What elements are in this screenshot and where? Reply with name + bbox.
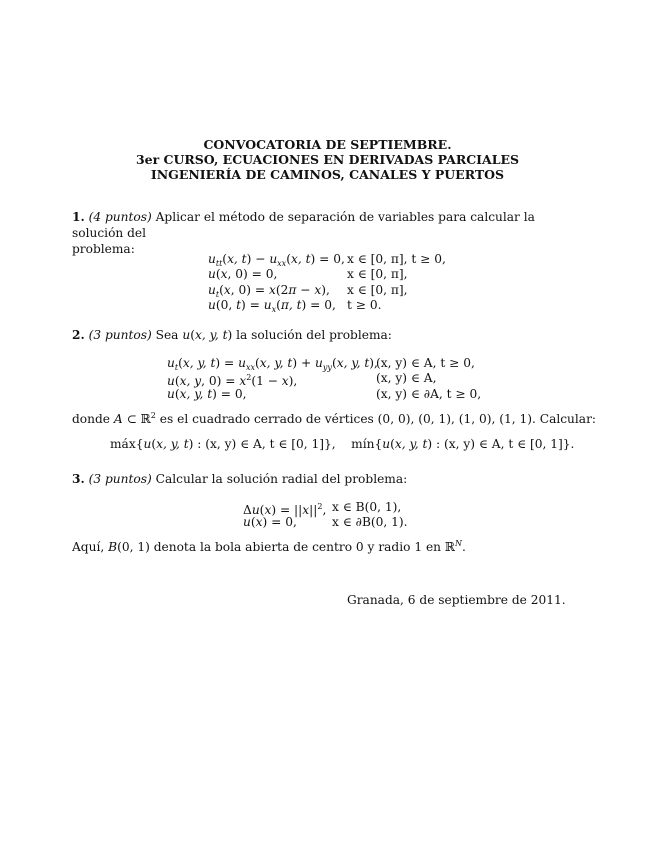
problem-2-eq-3: u(x, y, t) = 0, (167, 387, 247, 401)
problem-1-eq-1: $u_{tt}(x$, $t) - u_{xx}(x$, t) = 0, (208, 252, 345, 268)
problem-2-points: (3 puntos) (88, 328, 152, 342)
problem-2-eq-1: $u_t(x$, y, $t) = u_{xx}(x$, y, $t) + u_{yy}(x$, y, t), (167, 356, 378, 372)
problem-1-points: (4 puntos) (88, 210, 152, 224)
problem-3-statement (72, 471, 577, 487)
problem-1-eq-2: u(x, 0) = 0, (208, 267, 278, 281)
problem-2-cond-3: (x, y) ∈ ∂A, t ≥ 0, (376, 387, 482, 401)
date-signature: Granada, 6 de septiembre de 2011. (347, 593, 566, 607)
problem-3-cond-1: x ∈ B(0, 1), (332, 500, 402, 514)
problem-3-text: Calcular la solución radial del problema: (155, 472, 408, 486)
problem-2-number: 2. (72, 328, 85, 342)
header-line-1: CONVOCATORIA DE SEPTIEMBRE. (203, 137, 452, 152)
problem-2-lead: Sea (155, 328, 179, 342)
problem-1-cond-4: t ≥ 0. (347, 298, 382, 312)
problem-1-number: 1. (72, 210, 85, 224)
problem-3-number: 3. (72, 472, 85, 486)
problem-1-eq-4: u(0, $t) = u_x(\pi$, t) = 0, (208, 298, 336, 314)
header-line-2: 3er CURSO, ECUACIONES EN DERIVADAS PARCIALES (135, 152, 520, 167)
problem-3-note: Aquí, B(0, 1) denota la bola abierta de centro 0 y radio 1 en ℝ$^N$. (72, 539, 466, 554)
min-keyword: mín (351, 437, 375, 451)
problem-2-max-min: máx{u(x, y, t) : (x, y) ∈ A, t ∈ [0, 1]}, mín{u(x, y, t) : (x, y) ∈ A, t ∈ [0, 1]}. (110, 437, 575, 451)
problem-1-cond-2: x ∈ [0, π], (347, 267, 408, 281)
problem-3-eq-1: $\Delta u(x) = ||x||^2$, (243, 502, 327, 517)
problem-1-cond-3: x ∈ [0, π], (347, 283, 408, 297)
problem-2-statement (72, 327, 577, 343)
max-keyword: máx (110, 437, 136, 451)
problem-2-function: u(x, y, t) (182, 328, 233, 342)
problem-1-text-a: Aplicar el método de separación de variables para calcular la solución del (72, 210, 535, 240)
problem-3-points: (3 puntos) (88, 472, 152, 486)
problem-2-eq-2: u(x, y, $0) = x^2(1 - x)$, (167, 373, 298, 388)
header-line-3: INGENIERÍA DE CAMINOS, CANALES Y PUERTOS (150, 167, 505, 182)
problem-3-eq-2: u(x) = 0, (243, 515, 297, 529)
problem-1-text-b: problema: (72, 242, 135, 256)
problem-2-cond-2: (x, y) ∈ A, (376, 371, 437, 385)
problem-1-cond-1: x ∈ [0, π], t ≥ 0, (347, 252, 446, 266)
problem-2-cond-1: (x, y) ∈ A, t ≥ 0, (376, 356, 475, 370)
problem-1-eq-3: $u_t(x$, 0) = x(2π − x), (208, 283, 330, 299)
problem-3-cond-2: x ∈ ∂B(0, 1). (332, 515, 408, 529)
problem-1-statement (72, 209, 577, 257)
problem-2-tail: la solución del problema: (236, 328, 392, 342)
problem-2-domain: donde A ⊂ ℝ$^2$ es el cuadrado cerrado de vértices (0, 0), (0, 1), (1, 0), (1, 1). Calcular: (72, 411, 596, 426)
